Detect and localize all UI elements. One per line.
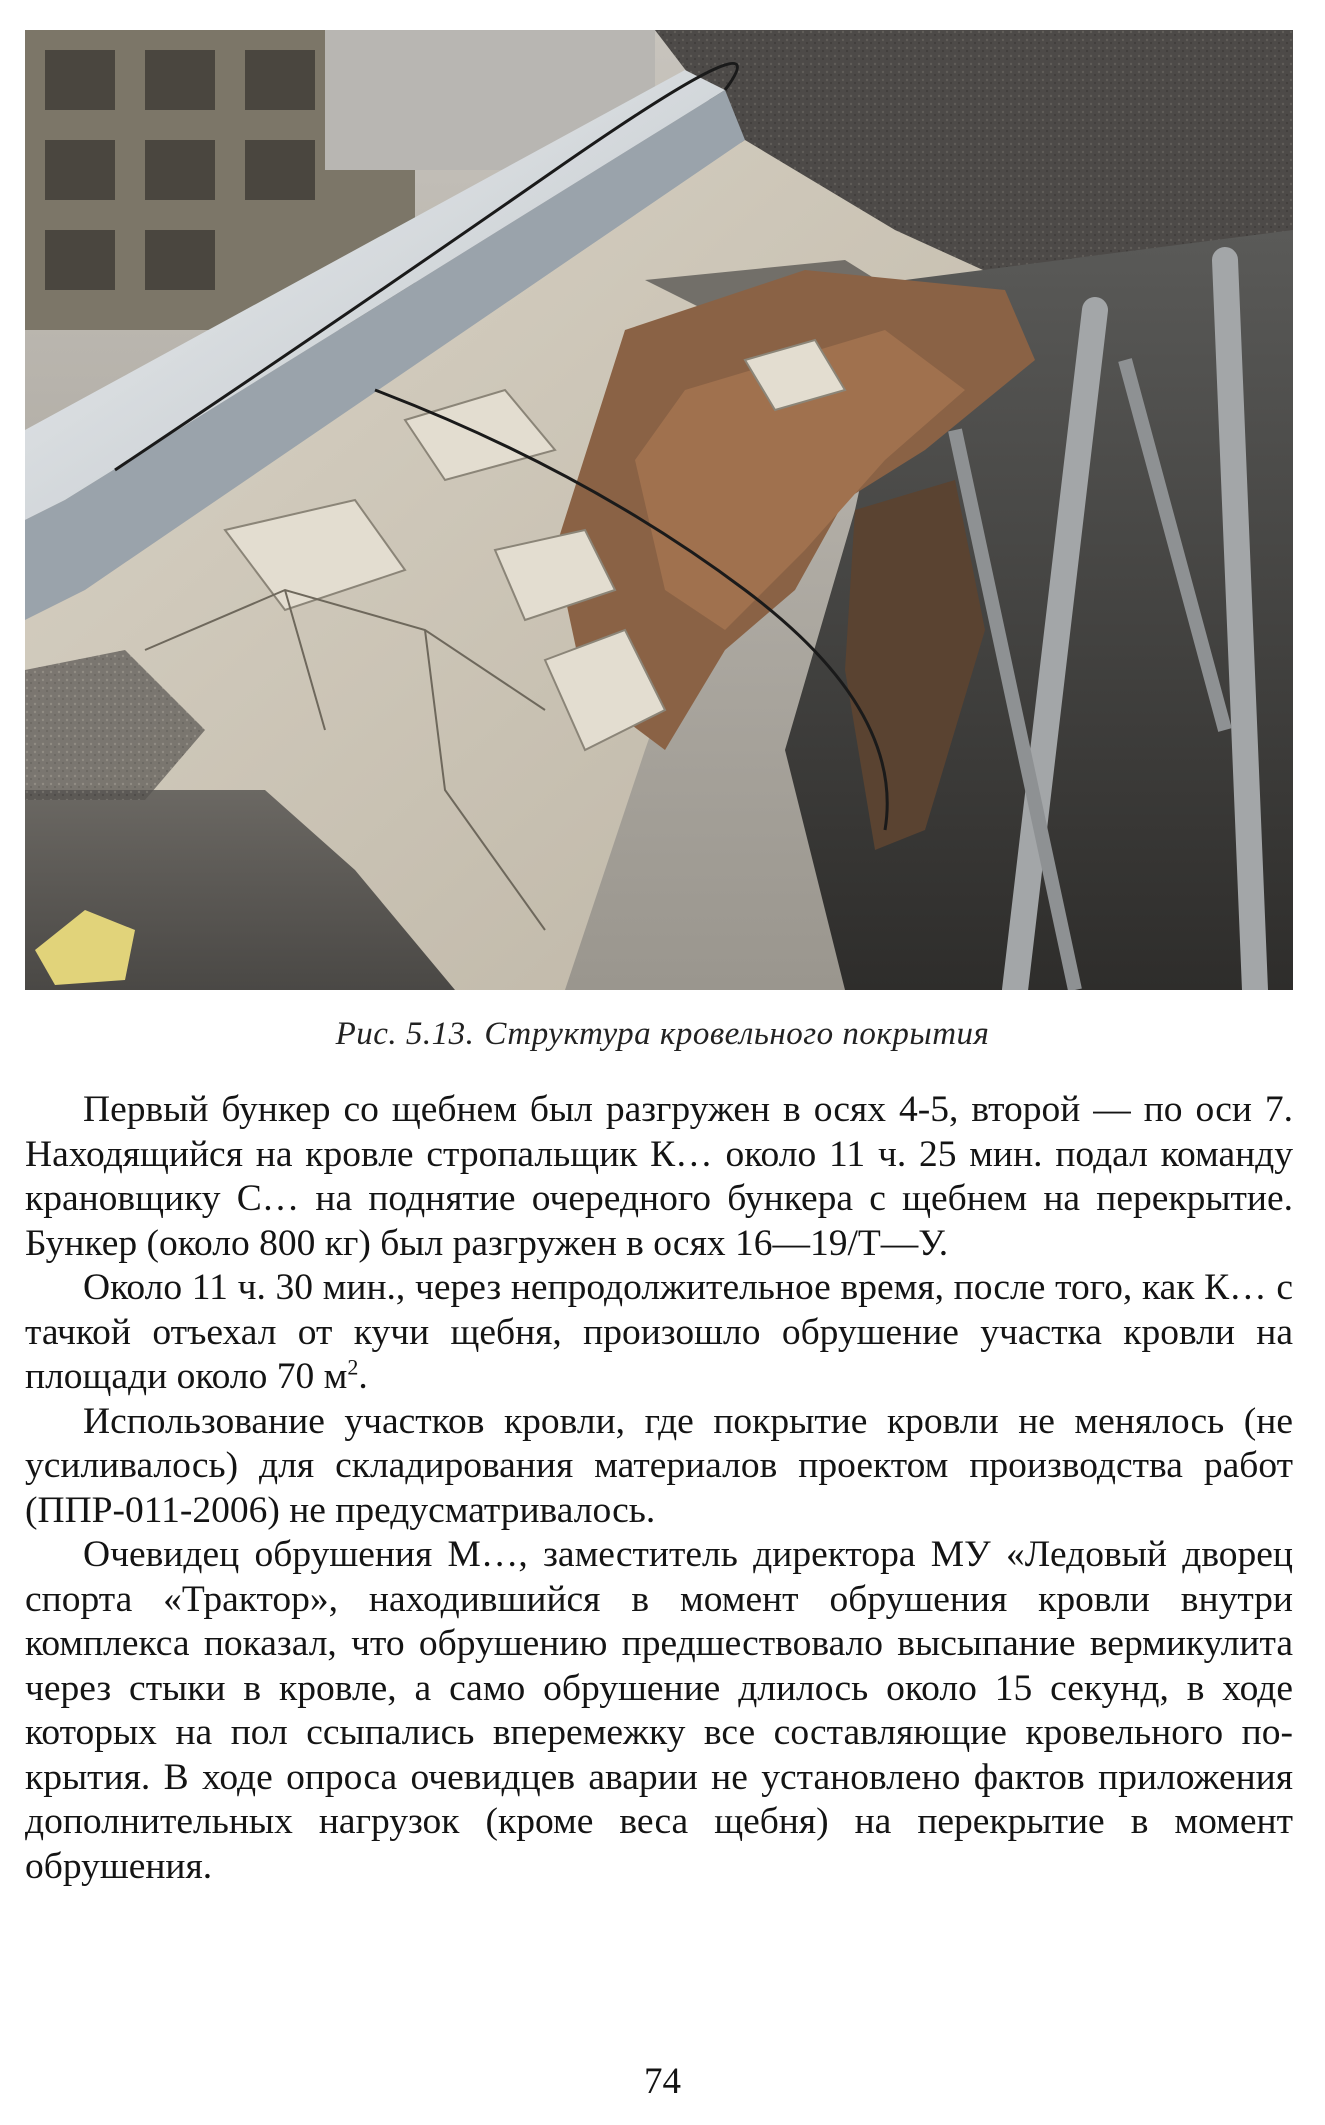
body-text bbox=[25, 1088, 1293, 1889]
caption-text: Структура кровельного покрытия bbox=[484, 1016, 990, 1052]
caption-number: Рис. 5.13. bbox=[335, 1016, 475, 1052]
superscript-2: 2 bbox=[347, 1354, 359, 1380]
paragraph-2-text: Около 11 ч. 30 мин., через непродолжительное время, после того, как К… с тачкой отъехал от кучи щебня, произошло обрушение участка кровли на площади около 70 м bbox=[25, 1267, 1293, 1397]
paragraph-4-text: Очевидец обрушения М…, заместитель директора МУ «Ледовый дворец спорта «Трактор», находившийся в момент обрушения кровли внутри комплекса показал, что обрушению предшествовало высыпание вермикулита через стыки в кровле, а само обрушение длилось около 15 секунд, в ходе которых на пол ссыпались вперемежку все составляющие кровельного покрытия. В ходе опроса очевидцев аварии не установлено фактов приложения дополнительных нагрузок (кроме веса щебня) на перекрытие в момент обрушения. bbox=[25, 1534, 1293, 1887]
paragraph-2-tail: . bbox=[358, 1356, 368, 1397]
paragraph-3-text: Использование участков кровли, где покрытие кровли не менялось (не усиливалось) для складирования материалов проектом производства работ (ППР-011-2006) не предусматривалось. bbox=[25, 1400, 1293, 1531]
roof-collapse-photo bbox=[25, 30, 1293, 990]
paragraph-4 bbox=[25, 1533, 1293, 1889]
page-number: 74 bbox=[644, 2061, 681, 2102]
photo-illustration bbox=[25, 30, 1293, 990]
paragraph-1 bbox=[25, 1088, 1293, 1266]
paragraph-1-text: Первый бункер со щебнем был разгружен в осях 4-5, второй — по оси 7. Находящийся на кровле стропальщик К… около 11 ч. 25 мин. подал команду крановщику С… на поднятие очередного бункера с щебнем на перекрытие. Бункер (около 800 кг) был разгружен в осях 16—19/Т—У. bbox=[25, 1089, 1293, 1264]
figure-caption bbox=[0, 1016, 1325, 1053]
paragraph-3 bbox=[25, 1400, 1293, 1534]
paragraph-2 bbox=[25, 1266, 1293, 1400]
